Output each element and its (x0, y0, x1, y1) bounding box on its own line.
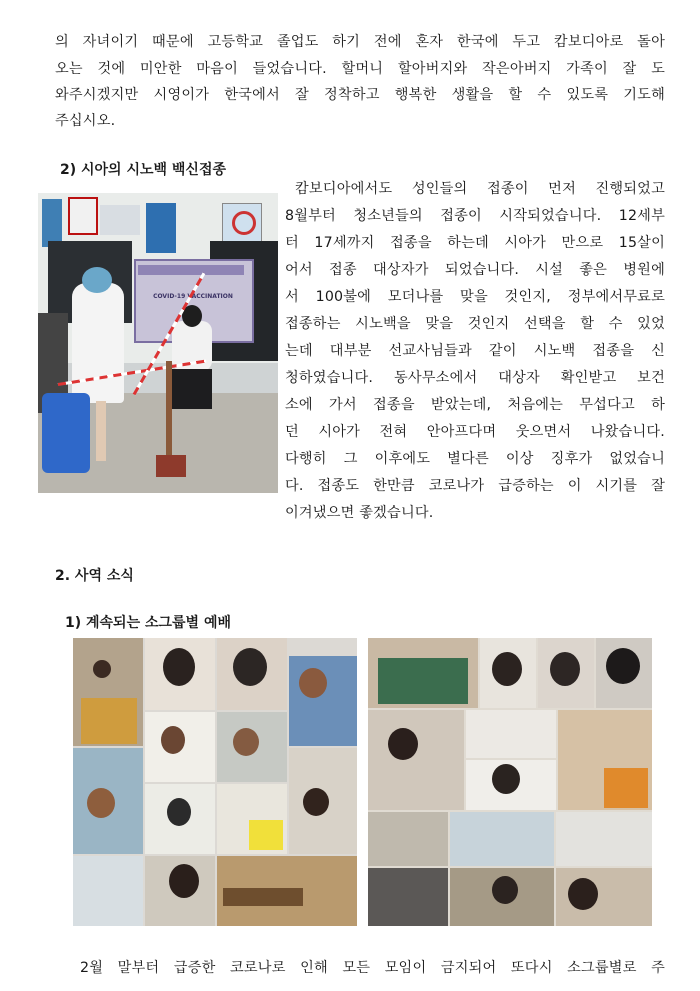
vaccine-line-11: 다행히 그 이후에도 별다른 이상 징후가 없었습니 (285, 451, 665, 467)
intro-line-2: 오는 것에 미안한 마음이 들었습니다. 할머니 할아버지와 작은아버지 가족이 잘 도 (55, 61, 665, 77)
ministry-heading: 2. 사역 소식 (55, 568, 134, 584)
vaccine-line-4: 어서 접종 대상자가 되었습니다. 시설 좋은 병원에 (285, 262, 665, 278)
bottom-line: 2월 말부터 급증한 코로나로 인해 모든 모임이 금지되어 또다시 소그룹별로 주 (80, 960, 665, 976)
intro-line-4: 주십시오. (55, 113, 116, 129)
smallgroup-heading: 1) 계속되는 소그룹별 예배 (65, 615, 232, 631)
vaccine-line-8: 청하였습니다. 동사무소에서 대상자 확인받고 보건 (285, 370, 665, 386)
vaccination-photo (38, 193, 278, 493)
vaccine-line-2: 8월부터 청소년들의 접종이 시작되었습니다. 12세부 (285, 208, 665, 224)
intro-line-3: 와주시겠지만 시영이가 한국에서 잘 정착하고 행복한 생활을 할 수 있도록 기도해 (55, 87, 665, 103)
vaccine-line-12: 다. 접종도 한만큼 코로나가 급증하는 이 시기를 잘 (285, 478, 665, 494)
vaccine-line-13: 이겨냈으면 좋겠습니다. (285, 505, 434, 521)
banner-title: COVID-19 VACCINATION (153, 293, 233, 300)
vaccine-line-10: 던 시아가 전혀 안아프다며 웃으면서 나왔습니다. (285, 424, 665, 440)
smallgroup-collage-right (368, 638, 652, 926)
vaccine-line-1: 캄보디아에서도 성인들의 접종이 먼저 진행되었고 (295, 181, 665, 197)
vaccine-line-7: 는데 대부분 선교사님들과 같이 시노백 접종을 신 (285, 343, 665, 359)
vaccine-line-3: 터 17세까지 접종을 하는데 시아가 만으로 15살이 (285, 235, 665, 251)
vaccine-line-9: 소에 가서 접종을 받았는데, 처음에는 무섭다고 하 (285, 397, 665, 413)
smallgroup-collage-left (73, 638, 357, 926)
vaccine-line-5: 서 100불에 모더나를 맞을 것인지, 정부에서무료로 (285, 289, 665, 305)
vaccine-heading: 2) 시아의 시노백 백신접종 (60, 162, 227, 178)
vaccine-line-6: 접종하는 시노백을 맞을 것인지 선택을 할 수 있었 (285, 316, 665, 332)
intro-line-1: 의 자녀이기 때문에 고등학교 졸업도 하기 전에 혼자 한국에 두고 캄보디아로 돌아 (55, 34, 665, 50)
